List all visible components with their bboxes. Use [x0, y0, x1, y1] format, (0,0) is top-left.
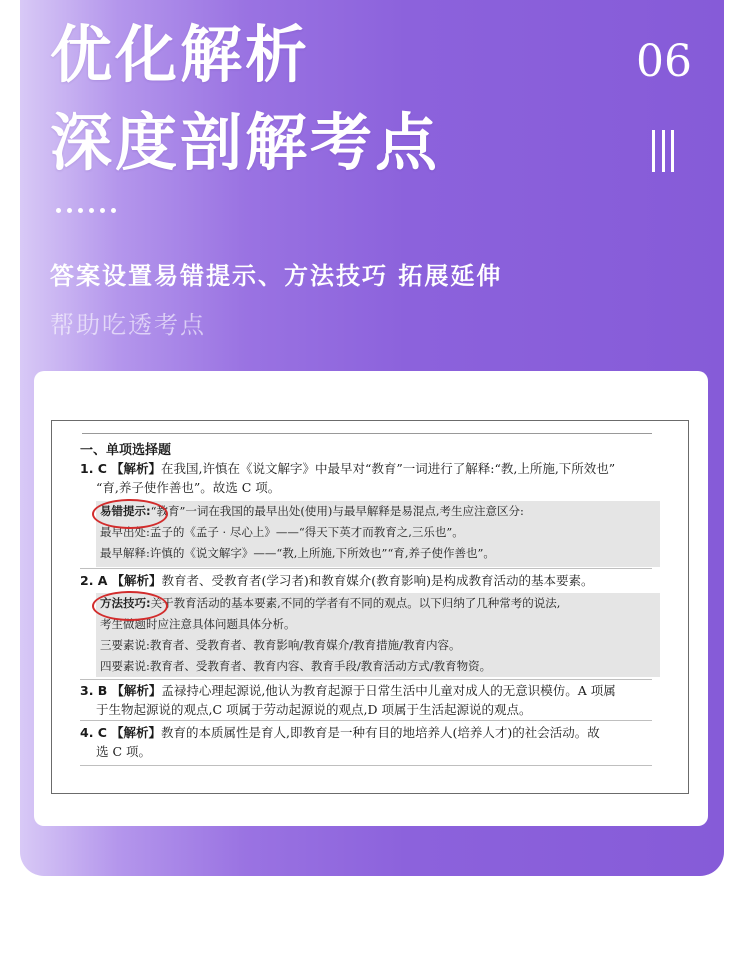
answer-number: 3. B	[80, 683, 108, 698]
document-page	[51, 420, 689, 794]
divider	[80, 568, 652, 569]
tip-text: 三要素说:教育者、受教育者、教育影响/教育媒介/教育措施/教育内容。	[100, 638, 461, 652]
analysis-tag: 【解析】	[110, 725, 161, 740]
highlight-oval-icon	[92, 499, 168, 529]
dots-decoration-icon	[56, 208, 116, 213]
tip-label: 方法技巧:	[100, 596, 151, 610]
question-3	[80, 681, 660, 719]
analysis-tag: 【解析】	[111, 573, 162, 588]
question-1	[80, 459, 660, 497]
question-text: 孟禄持心理起源说,他认为教育起源于日常生活中儿童对成人的无意识模仿。A 项属	[161, 683, 616, 698]
tip-text: “教育”一词在我国的最早出处(使用)与最早解释是易混点,考生应注意区分:	[150, 504, 524, 518]
highlight-oval-icon	[92, 591, 168, 621]
question-text: 选 C 项。	[96, 744, 152, 759]
tip-text: 考生做题时应注意具体问题具体分析。	[100, 617, 296, 631]
tip-text: 最早解释:许慎的《说文解字》——“教,上所施,下所效也”“育,养子使作善也”。	[100, 546, 495, 560]
question-text: “育,养子使作善也”。故选 C 项。	[96, 480, 281, 495]
analysis-tag: 【解析】	[111, 683, 162, 698]
tip-label: 易错提示:	[100, 504, 151, 518]
tip-text: 四要素说:教育者、受教育者、教育内容、教育手段/教育活动方式/教育物资。	[100, 659, 492, 673]
method-tip-box	[96, 593, 660, 677]
subtitle: 答案设置易错提示、方法技巧 拓展延伸	[50, 262, 503, 290]
question-text: 在我国,许慎在《说文解字》中最早对“教育”一词进行了解释:“教,上所施,下所效也”	[160, 461, 616, 476]
divider	[80, 720, 652, 721]
subtitle-secondary: 帮助吃透考点	[50, 311, 206, 339]
question-text: 教育者、受教育者(学习者)和教育媒介(教育影响)是构成教育活动的基本要素。	[161, 573, 594, 588]
page-number: 06	[636, 36, 692, 87]
divider	[82, 433, 652, 434]
error-tip-box	[96, 501, 660, 567]
question-4	[80, 723, 660, 761]
tip-text: 关于教育活动的基本要素,不同的学者有不同的观点。以下归纳了几种常考的说法,	[150, 596, 561, 610]
answer-number: 1. C	[80, 461, 107, 476]
title-line-1: 优化解析	[50, 18, 311, 91]
analysis-tag: 【解析】	[110, 461, 161, 476]
divider	[80, 679, 652, 680]
question-text: 教育的本质属性是育人,即教育是一种有目的地培养人(培养人才)的社会活动。故	[160, 725, 600, 740]
answer-number: 4. C	[80, 725, 107, 740]
question-2	[80, 571, 660, 590]
title-line-2: 深度剖解考点	[50, 106, 441, 179]
question-text: 于生物起源说的观点,C 项属于劳动起源说的观点,D 项属于生活起源说的观点。	[96, 702, 532, 717]
tip-text: 最早出处:孟子的《孟子 · 尽心上》——“得天下英才而教育之,三乐也”。	[100, 525, 464, 539]
divider	[80, 765, 652, 766]
vertical-bars-icon	[652, 130, 674, 172]
section-title: 一、单项选择题	[80, 443, 172, 458]
answer-number: 2. A	[80, 573, 108, 588]
